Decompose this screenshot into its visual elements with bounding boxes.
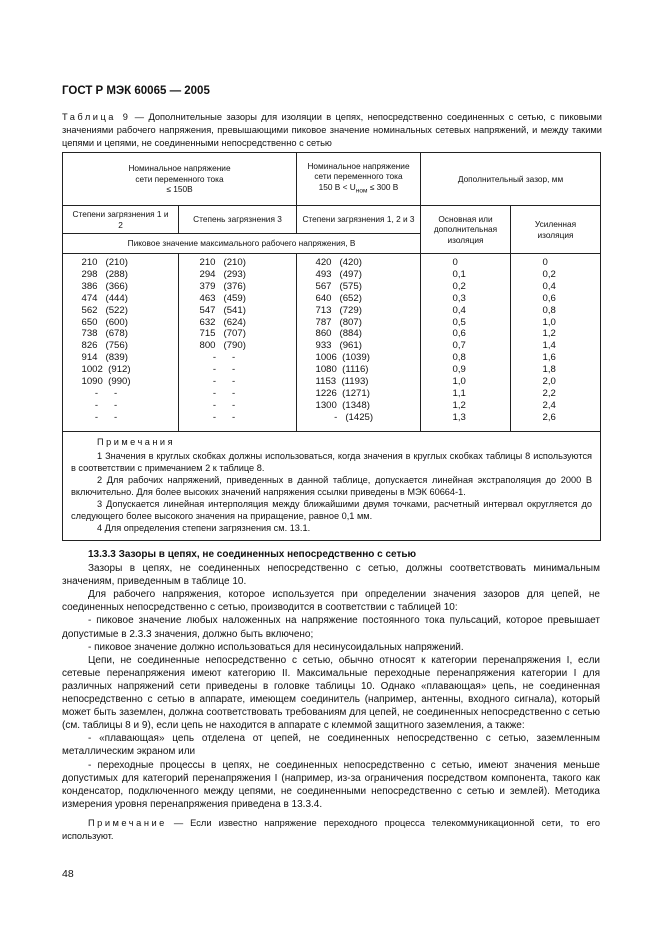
paragraph: - «плавающая» цепь отделена от цепей, не соединенных непосредственно с сетью, заземленным металлическим экраном или — [62, 733, 600, 758]
notes-title: Примечания — [97, 437, 176, 447]
note-3: 3 Допускается линейная интерполяция между ближайшими двумя точками, расчетный интервал округляется до следующего более высокого значения на приращение, равное 0,1 мм. — [71, 499, 593, 521]
header-reinforced-insulation: Усиленная изоляция — [511, 206, 601, 254]
header-pollution-1-2-3: Степени загрязнения 1, 2 и 3 — [297, 206, 421, 234]
header-voltage-150: Номинальное напряжение сети переменного тока ≤ 150В — [63, 153, 297, 206]
header-pollution-3: Степень загрязнения 3 — [179, 206, 297, 234]
page-header: ГОСТ Р МЭК 60065 — 2005 — [62, 85, 210, 97]
column-pollution-3: 210 (210) 294 (293) 379 (376) 463 (459) 547 (541) 632 (624) 715 (707) 800 (790) - - - - - - - - - - - - — [179, 254, 297, 432]
paragraph: - переходные процессы в цепях, не соединенных непосредственно с сетью, имеют значения меньше допустимых для категорий перенапряжения I (например, из-за ограничения посредством компонента, такого как конденсатор, подключенного между цепями, не соединенными непосредственно с сетью и землей). Методика измерения уровня перенапряжения приведена в 13.3.4. — [62, 759, 600, 810]
table-caption-text: — Дополнительные зазоры для изоляции в цепях, непосредственно соединенных с сетью, с пиковыми значениями рабочего напряжения, превышающими пиковое значение номинальных сетевых напряжений, и между такими цепями и цепями, не соединенными непосредственно с сетью — [62, 112, 602, 149]
column-pollution-1-2-3: 420 (420) 493 (497) 567 (575) 640 (652) 713 (729) 787 (807) 860 (884) 933 (961) 1006 (1039) 1080 (1116) 1153 (1193) 1226 (1271) 1300 (1348) - (1425) — [297, 254, 421, 432]
paragraph: Цепи, не соединенные непосредственно с сетью, обычно относят к категории перенапряжения I, если сетевые перенапряжения имеют категорию II. Максимальные переходные перенапряжения категории I для различных напряжений сети приведены в головке таблицы 10. Однако «плавающая» цепь, не соединенная непосредственно с сетью в аппарате, имеющем соединитель (например, антенны, входного сигнала), который может быть заземлен, должна соответствовать требованиям для цепей, не соединенных непосредственно с сетью (см. таблицы 8 и 9), если цепь не находится в аппарате с клеммой защитного заземления, а также: — [62, 654, 600, 732]
column-basic-clearance: 0 0,1 0,2 0,3 0,4 0,5 0,6 0,7 0,8 0,9 1,0 1,1 1,2 1,3 — [421, 254, 511, 432]
paragraph: - пиковое значение любых наложенных на напряжение постоянного тока пульсаций, которое превышает допустимые в 2.3.3 значения, должно быть включено; — [62, 615, 600, 640]
header-pollution-1-2: Степени загрязнения 1 и 2 — [63, 206, 179, 234]
paragraph: Для рабочего напряжения, которое используется при определении значения зазоров для цепей, не соединенных непосредственно с сетью, производится в соответствии с таблицей 10: — [62, 589, 600, 614]
clearance-table — [62, 152, 601, 541]
section-note-text: — Если известно напряжение переходного процесса телекоммуникационной сети, то его используют. — [62, 817, 600, 841]
paragraph: Зазоры в цепях, не соединенных непосредственно с сетью, должны соответствовать минимальным значениям, приведенным в таблице 10. — [62, 563, 600, 588]
section-13-3-3 — [62, 548, 600, 843]
section-note — [62, 817, 600, 843]
header-voltage-300: Номинальное напряжение сети переменного тока 150 $В < U_{ном} \le 300$ В — [297, 153, 421, 206]
table-notes — [63, 432, 601, 541]
page-number: 48 — [62, 868, 74, 880]
note-4: 4 Для определения степени загрязнения см. 13.1. — [97, 523, 311, 533]
section-note-label: Примечание — [88, 817, 167, 828]
table-caption-label: Таблица 9 — [62, 112, 131, 122]
note-1: 1 Значения в круглых скобках должны использоваться, когда значения в круглых скобках таблицы 8 используются в соответствии с примечанием 2 к таблице 8. — [71, 451, 593, 473]
column-pollution-1-2: 210 (210) 298 (288) 386 (366) 474 (444) 562 (522) 650 (600) 738 (678) 826 (756) 914 (839) 1002 (912) 1090 (990) - - - - - - — [63, 254, 179, 432]
section-title: 13.3.3 Зазоры в цепях, не соединенных непосредственно с сетью — [88, 549, 417, 560]
header-peak-voltage: Пиковое значение максимального рабочего напряжения, В — [63, 234, 421, 254]
column-reinforced-clearance: 0 0,2 0,4 0,6 0,8 1,0 1,2 1,4 1,6 1,8 2,0 2,2 2,4 2,6 — [511, 254, 601, 432]
note-2: 2 Для рабочих напряжений, приведенных в данной таблице, допускается линейная экстраполяция до 2000 В включительно. Для более высоких значений напряжения ссылки приведены в МЭК 60664-1. — [71, 475, 593, 497]
table-caption — [62, 111, 602, 151]
header-basic-insulation: Основная или дополнительная изоляция — [421, 206, 511, 254]
header-additional-clearance: Дополнительный зазор, мм — [421, 153, 601, 206]
paragraph: - пиковое значение должно использоваться для несинусоидальных напряжений. — [88, 641, 464, 653]
